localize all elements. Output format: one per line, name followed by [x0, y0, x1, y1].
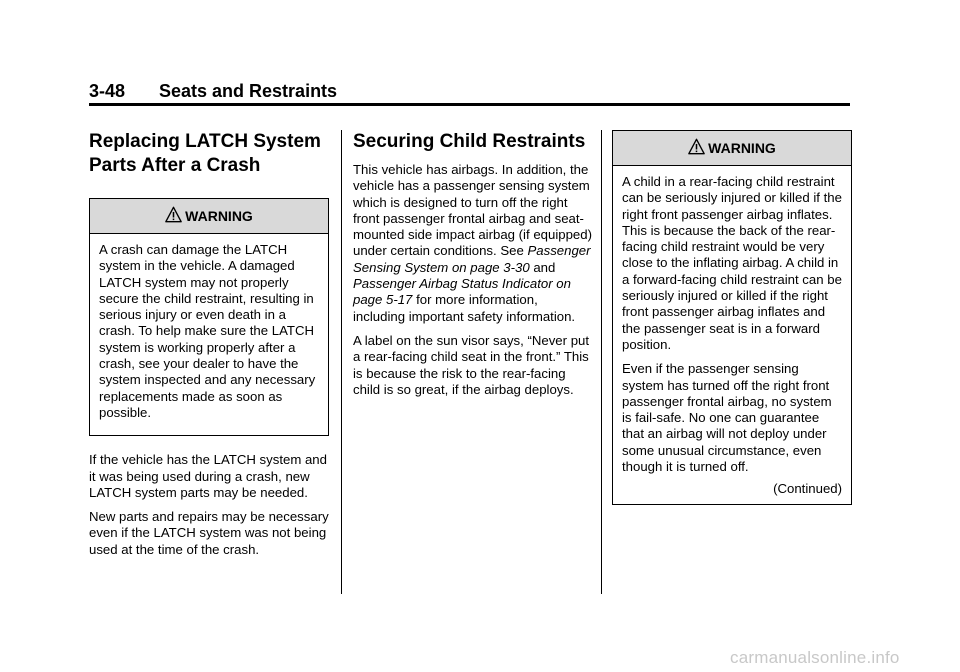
cross-reference-link[interactable]: Passenger Sensing System on page 3-30 [353, 243, 591, 275]
column-2 [353, 130, 593, 406]
paragraph: If the vehicle has the LATCH system and it was being used during a crash, new LATCH system parts may be needed. [89, 452, 327, 500]
heading-replacing-latch [89, 130, 329, 178]
body-text [89, 452, 329, 558]
warning-box [89, 198, 329, 436]
warning-label: WARNING [185, 208, 253, 224]
heading-line-2: Parts After a Crash [89, 155, 261, 176]
paragraph: New parts and repairs may be necessary even if the LATCH system was not being used at the time of the crash. [89, 509, 329, 557]
warning-triangle-icon [688, 138, 705, 155]
watermark: carmanualsonline.info [730, 648, 900, 667]
column-divider [601, 130, 602, 594]
warning-body [613, 166, 851, 504]
section-title: Seats and Restraints [159, 81, 338, 101]
body-text [353, 162, 593, 398]
warning-label: WARNING [708, 140, 776, 156]
text-run: This vehicle has airbags. In addition, the vehicle has a passenger sensing system which is designed to turn off the right front passenger frontal airbag and seat-mounted side impact airbag (if equipped) under certain conditions. See [353, 162, 592, 259]
warning-body [90, 234, 328, 435]
warning-text: A child in a rear-facing child restraint can be seriously injured or killed if the right front passenger airbag inflates. This is because the back of the rear-facing child restraint would be very close to the inflating airbag. A child in a forward-facing child restraint can be seriously injured or killed if the right front passenger airbag inflates and the passenger seat is in a forward position. [622, 174, 842, 352]
warning-box [612, 130, 852, 505]
warning-triangle-icon [165, 206, 182, 223]
warning-header [90, 199, 328, 234]
paragraph: A label on the sun visor says, “Never put a rear-facing child seat in the front.” This is because the risk to the rear-facing child is so great, if the airbag deploys. [353, 332, 590, 397]
warning-text: Even if the passenger sensing system has turned off the right front passenger frontal airbag, no system is fail-safe. No one can guarantee that an airbag will not deploy under some unusual circumstance, even though it is turned off. [622, 361, 832, 475]
warning-text: A crash can damage the LATCH system in the vehicle. A damaged LATCH system may not properly secure the child restraint, resulting in serious injury or even death in a crash. To help make sure the LATCH system is working properly after a crash, see your dealer to have the system inspected and any necessary replacements made as soon as possible. [99, 242, 316, 420]
paragraph [353, 162, 593, 325]
page-number: 3-48 [89, 81, 126, 101]
column-3 [612, 130, 852, 505]
continued-label: (Continued) [773, 481, 842, 497]
cross-reference-link[interactable]: Passenger Airbag Status Indicator on page 5-17 [353, 276, 571, 308]
heading-line-1: Replacing LATCH System [89, 131, 321, 152]
warning-header [613, 131, 851, 166]
page-header [89, 82, 850, 106]
column-divider [341, 130, 342, 594]
text-run: for more information, including important safety information. [353, 292, 576, 324]
heading-securing-child-restraints: Securing Child Restraints [353, 131, 586, 152]
column-1 [89, 130, 329, 566]
text-run: and [529, 259, 556, 275]
